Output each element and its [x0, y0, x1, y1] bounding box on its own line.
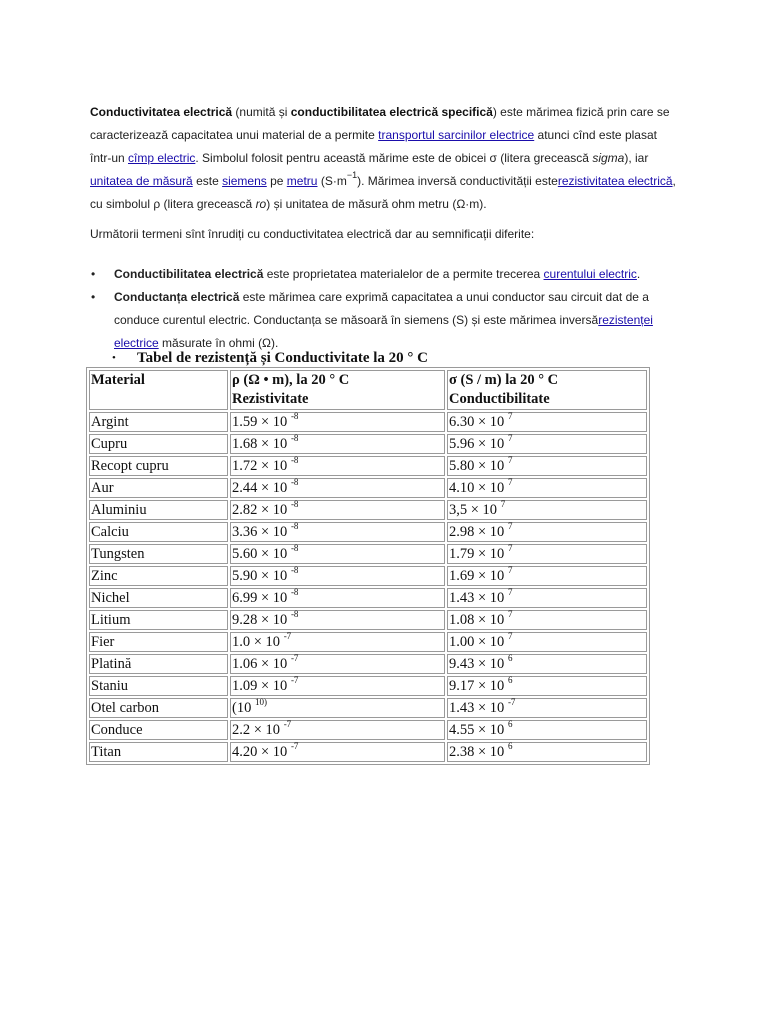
- link-camp-electric[interactable]: cîmp electric: [128, 151, 196, 165]
- table-title: [90, 350, 428, 367]
- conductivity-mantissa: 3,5 × 10: [449, 502, 501, 518]
- resistivity-exponent: -7: [283, 631, 292, 641]
- conductivity-mantissa: 4.10 × 10: [449, 480, 508, 496]
- resistivity-cell: [230, 544, 445, 564]
- conductivity-mantissa: 2.38 × 10: [449, 744, 508, 760]
- header-resistivity-unit: ρ (Ω • m), la 20 ° C: [232, 372, 350, 388]
- conductivity-exponent: 6: [507, 719, 513, 729]
- intro-paragraph: [90, 101, 676, 216]
- conductivity-mantissa: 6.30 × 10: [449, 414, 508, 430]
- table-row: [89, 610, 647, 630]
- conductivity-cell: [447, 588, 647, 608]
- material-cell: Nichel: [89, 588, 228, 608]
- bullet-text: măsurate în ohmi (Ω).: [158, 336, 279, 350]
- material-cell: Titan: [89, 742, 228, 762]
- resistivity-cell: [230, 632, 445, 652]
- resistivity-exponent: -8: [290, 565, 299, 575]
- material-cell: Tungsten: [89, 544, 228, 564]
- conductivity-exponent: 7: [507, 521, 513, 531]
- resistivity-mantissa: 2.82 × 10: [232, 502, 291, 518]
- resistivity-mantissa: 1.59 × 10: [232, 414, 291, 430]
- conductivity-exponent: 7: [507, 411, 513, 421]
- resistivity-exponent: -8: [290, 477, 299, 487]
- conductivity-exponent: 7: [507, 631, 513, 641]
- conductivity-cell: [447, 742, 647, 762]
- resistivity-mantissa: 5.60 × 10: [232, 546, 291, 562]
- sigma-word: sigma: [592, 151, 625, 165]
- resistivity-exponent: -8: [290, 433, 299, 443]
- bullet-icon: •: [112, 352, 116, 364]
- conductivity-mantissa: 9.17 × 10: [449, 678, 508, 694]
- resistivity-exponent: -7: [290, 741, 299, 751]
- resistivity-mantissa: (10: [232, 700, 255, 716]
- intro-text: (S·m: [317, 174, 347, 188]
- bullet-term: Conductibilitatea electrică: [114, 267, 264, 281]
- resistivity-cell: [230, 698, 445, 718]
- term-conductivitatea: Conductivitatea electrică: [90, 105, 233, 119]
- resistivity-mantissa: 1.0 × 10: [232, 634, 284, 650]
- resistivity-cell: [230, 566, 445, 586]
- conductivity-exponent: 6: [507, 675, 513, 685]
- resistivity-mantissa: 1.72 × 10: [232, 458, 291, 474]
- table-row: [89, 544, 647, 564]
- resistivity-cell: [230, 500, 445, 520]
- table-row: [89, 434, 647, 454]
- material-cell: Cupru: [89, 434, 228, 454]
- table-row: [89, 478, 647, 498]
- conductivity-cell: [447, 478, 647, 498]
- conductivity-mantissa: 1.69 × 10: [449, 568, 508, 584]
- material-cell: Calciu: [89, 522, 228, 542]
- table-header-row: [89, 370, 647, 410]
- conductivity-cell: [447, 610, 647, 630]
- link-siemens[interactable]: siemens: [222, 174, 267, 188]
- conductivity-cell: [447, 632, 647, 652]
- resistivity-mantissa: 2.44 × 10: [232, 480, 291, 496]
- resistivity-exponent: -8: [290, 521, 299, 531]
- resistivity-exponent: -8: [290, 609, 299, 619]
- bullet-term: Conductanța electrică: [114, 290, 240, 304]
- ro-word: ro: [255, 197, 267, 211]
- article-body: [90, 101, 676, 355]
- material-cell: Recopt cupru: [89, 456, 228, 476]
- resistivity-cell: [230, 588, 445, 608]
- intro-text: ) este mărimea fizică prin care se caracterizează capacitatea unui material de a permite: [90, 105, 670, 142]
- intro-text: este: [192, 174, 223, 188]
- table-row: [89, 742, 647, 762]
- conductivity-exponent: -7: [507, 697, 516, 707]
- conductivity-cell: [447, 698, 647, 718]
- link-curentului-electric[interactable]: curentului electric: [543, 267, 637, 281]
- material-cell: Conduce: [89, 720, 228, 740]
- conductivity-exponent: 7: [507, 609, 513, 619]
- conductivity-exponent: 7: [507, 477, 513, 487]
- conductivity-cell: [447, 522, 647, 542]
- resistivity-mantissa: 1.06 × 10: [232, 656, 291, 672]
- conductivity-cell: [447, 500, 647, 520]
- table-title-text: Tabel de rezistență și Conductivitate la 20 ° C: [137, 350, 428, 366]
- resistivity-cell: [230, 742, 445, 762]
- header-resistivity: [230, 370, 445, 410]
- header-resistivity-label: Rezistivitate: [232, 391, 309, 407]
- table-row: [89, 522, 647, 542]
- material-cell: Otel carbon: [89, 698, 228, 718]
- resistivity-cell: [230, 610, 445, 630]
- conductivity-mantissa: 4.55 × 10: [449, 722, 508, 738]
- table-row: [89, 720, 647, 740]
- conductivity-cell: [447, 434, 647, 454]
- conductivity-mantissa: 5.96 × 10: [449, 436, 508, 452]
- conductivity-cell: [447, 456, 647, 476]
- conductivity-cell: [447, 720, 647, 740]
- resistivity-cell: [230, 456, 445, 476]
- resistivity-exponent: -8: [290, 543, 299, 553]
- conductivity-mantissa: 1.43 × 10: [449, 700, 508, 716]
- intro-text: ) și unitatea de măsură ohm metru (Ω·m).: [266, 197, 487, 211]
- conductivity-mantissa: 1.00 × 10: [449, 634, 508, 650]
- conductivity-exponent: 6: [507, 653, 513, 663]
- material-cell: Aur: [89, 478, 228, 498]
- resistivity-cell: [230, 676, 445, 696]
- conductivity-mantissa: 5.80 × 10: [449, 458, 508, 474]
- resistivity-mantissa: 5.90 × 10: [232, 568, 291, 584]
- resistivity-exponent: -8: [290, 455, 299, 465]
- intro-text: (numită și: [232, 105, 291, 119]
- table-row: [89, 412, 647, 432]
- conductivity-mantissa: 1.08 × 10: [449, 612, 508, 628]
- header-material: Material: [89, 370, 228, 410]
- intro-text: atunci cînd este plasat într-un: [90, 128, 657, 165]
- table-row: [89, 500, 647, 520]
- list-item: [90, 286, 676, 355]
- link-rezistentei-electrice[interactable]: rezistenței electrice: [114, 313, 653, 350]
- bullet-icon: •: [91, 267, 96, 281]
- conductivity-exponent: 6: [507, 741, 513, 751]
- link-metru[interactable]: metru: [286, 174, 318, 188]
- resistivity-mantissa: 1.68 × 10: [232, 436, 291, 452]
- intro-text: . Simbolul folosit pentru această mărime este de obicei σ (litera grecească: [195, 151, 593, 165]
- resistivity-mantissa: 2.2 × 10: [232, 722, 284, 738]
- resistivity-table: [86, 367, 650, 765]
- resistivity-cell: [230, 434, 445, 454]
- conductivity-mantissa: 9.43 × 10: [449, 656, 508, 672]
- conductivity-cell: [447, 412, 647, 432]
- conductivity-cell: [447, 544, 647, 564]
- resistivity-exponent: -7: [290, 675, 299, 685]
- resistivity-cell: [230, 412, 445, 432]
- resistivity-mantissa: 9.28 × 10: [232, 612, 291, 628]
- table-row: [89, 456, 647, 476]
- resistivity-exponent: -8: [290, 587, 299, 597]
- bullet-icon: •: [91, 290, 96, 304]
- conductivity-exponent: 7: [507, 565, 513, 575]
- table-row: [89, 566, 647, 586]
- term-conductibilitatea: conductibilitatea electrică specifică: [290, 105, 493, 119]
- unit-exponent: −1: [346, 170, 358, 180]
- conductivity-cell: [447, 566, 647, 586]
- conductivity-exponent: 7: [507, 543, 513, 553]
- resistivity-cell: [230, 522, 445, 542]
- material-cell: Fier: [89, 632, 228, 652]
- header-conductivity-label: Conductibilitate: [449, 391, 550, 407]
- bullet-text: .: [636, 267, 641, 281]
- resistivity-exponent: 10): [254, 697, 267, 707]
- resistivity-cell: [230, 654, 445, 674]
- second-paragraph: Următorii termeni sînt înrudiți cu conductivitatea electrică dar au semnificații diferite:: [90, 227, 535, 241]
- conductivity-mantissa: 1.43 × 10: [449, 590, 508, 606]
- bullet-text: este mărimea care exprimă capacitatea a unui conductor sau circuit dat de a conduce curentul electric. Conductanța se măsoară în siemens (S) și este mărimea inversă: [114, 290, 649, 327]
- resistivity-cell: [230, 478, 445, 498]
- table-row: [89, 676, 647, 696]
- material-cell: Zinc: [89, 566, 228, 586]
- resistivity-mantissa: 3.36 × 10: [232, 524, 291, 540]
- link-unitate-de-masura[interactable]: unitatea de măsură: [90, 174, 193, 188]
- conductivity-exponent: 7: [500, 499, 506, 509]
- material-cell: Staniu: [89, 676, 228, 696]
- intro-text: ), iar: [624, 151, 649, 165]
- material-cell: Argint: [89, 412, 228, 432]
- conductivity-mantissa: 2.98 × 10: [449, 524, 508, 540]
- link-transportul-sarcinilor[interactable]: transportul sarcinilor electrice: [378, 128, 535, 142]
- resistivity-mantissa: 1.09 × 10: [232, 678, 291, 694]
- intro-text: ). Mărimea inversă conductivității este: [357, 174, 558, 188]
- table-row: [89, 632, 647, 652]
- intro-text: , cu simbolul ρ (litera grecească: [90, 174, 676, 211]
- related-terms-list: [90, 263, 676, 355]
- resistivity-exponent: -8: [290, 499, 299, 509]
- conductivity-exponent: 7: [507, 455, 513, 465]
- header-conductivity: [447, 370, 647, 410]
- resistivity-exponent: -7: [290, 653, 299, 663]
- intro-text: pe: [266, 174, 287, 188]
- resistivity-exponent: -7: [283, 719, 292, 729]
- header-conductivity-unit: σ (S / m) la 20 ° C: [449, 372, 559, 388]
- table-row: [89, 654, 647, 674]
- material-cell: Platină: [89, 654, 228, 674]
- table-row: [89, 588, 647, 608]
- material-cell: Aluminiu: [89, 500, 228, 520]
- material-cell: Litium: [89, 610, 228, 630]
- conductivity-mantissa: 1.79 × 10: [449, 546, 508, 562]
- conductivity-cell: [447, 676, 647, 696]
- conductivity-cell: [447, 654, 647, 674]
- list-item: [90, 263, 676, 286]
- conductivity-exponent: 7: [507, 587, 513, 597]
- resistivity-exponent: -8: [290, 411, 299, 421]
- resistivity-mantissa: 6.99 × 10: [232, 590, 291, 606]
- resistivity-cell: [230, 720, 445, 740]
- resistivity-mantissa: 4.20 × 10: [232, 744, 291, 760]
- bullet-text: este proprietatea materialelor de a permite trecerea: [263, 267, 544, 281]
- table-row: [89, 698, 647, 718]
- link-rezistivitatea[interactable]: rezistivitatea electrică: [557, 174, 673, 188]
- conductivity-exponent: 7: [507, 433, 513, 443]
